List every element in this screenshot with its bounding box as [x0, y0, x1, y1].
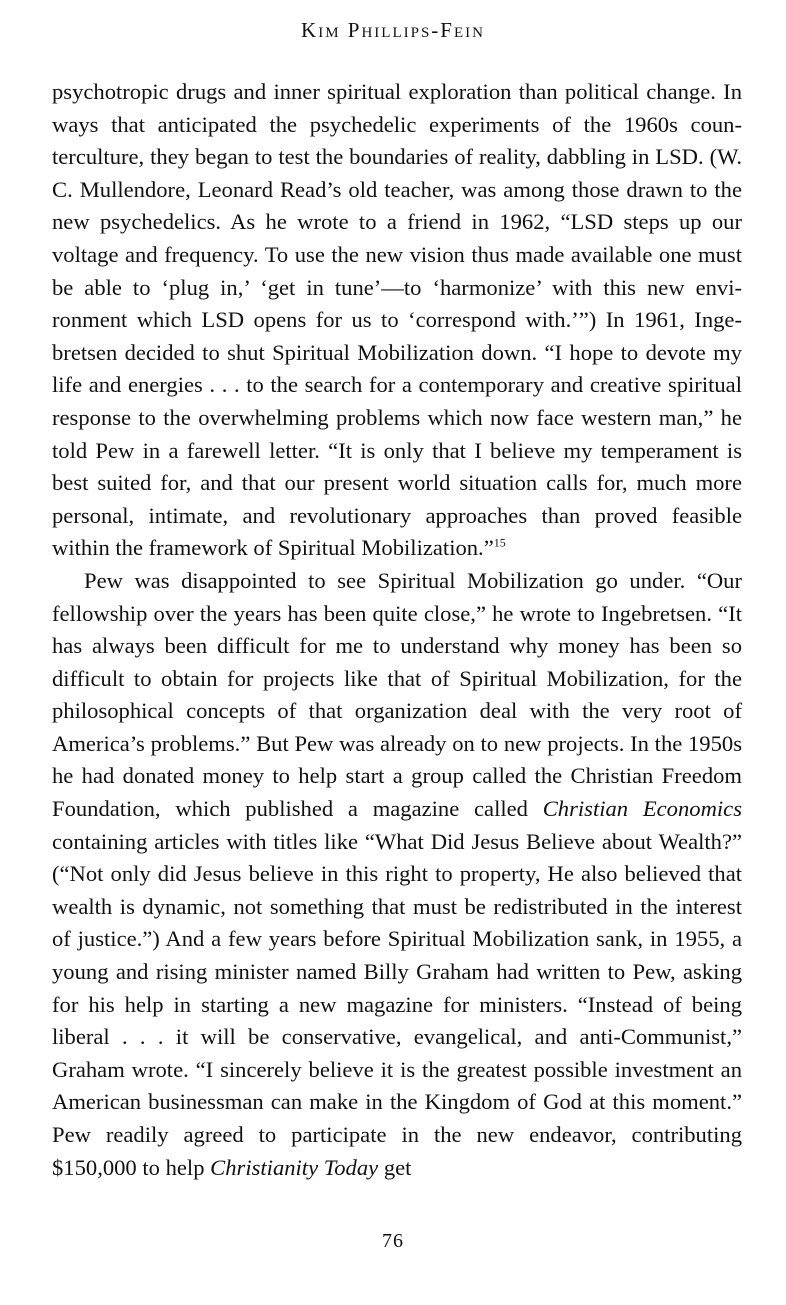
paragraph-2-text-b: containing articles with titles like “What Did Jesus Believe about Wealth?” (“Not only did Jesus believe in this right to property, He also believed that wealth is dynamic, not something that must be redistributed in the interest of justice.”) And a few years before Spiritual Mobilization sank, in 1955, a young and rising minister named Billy Graham had written to Pew, asking for his help in starting a new magazine for ministers. “Instead of being liberal . . . it will be conservative, evangelical, and anti-Communist,” Graham wrote. “I sincerely believe it is the greatest possible investment an American businessman can make in the Kingdom of God at this moment.” Pew readily agreed to participate in the new endeavor, contributing $150,000 to help	[52, 828, 742, 1180]
magazine-title-christian-economics: Christian Economics	[542, 796, 742, 822]
paragraph-1-text: psychotropic drugs and inner spiritual exploration than political change. In ways that anticipated the psychedelic experiments of the 1960s counterculture, they began to test the boundaries of reality, dabbling in LSD. (W. C. Mullendore, Leonard Read’s old teacher, was among those drawn to the new psychedelics. As he wrote to a friend in 1962, “LSD steps up our voltage and frequency. To use the new vision thus made available one must be able to ‘plug in,’ ‘get in tune’—to ‘harmonize’ with this new environment which LSD opens for us to ‘correspond with.’”) In 1961, Ingebretsen decided to shut Spiritual Mobilization down. “I hope to devote my life and energies . . . to the search for a contemporary and creative spiritual response to the overwhelming problems which now face western man,” he told Pew in a farewell letter. “It is only that I believe my temperament is best suited for, and that our present world situation calls for, much more personal, intimate, and revolutionary approaches than proved feasible within the framework of Spiritual Mobilization.”	[52, 79, 742, 561]
magazine-title-christianity-today: Christianity Today	[210, 1154, 379, 1180]
footnote-marker-15: 15	[493, 535, 506, 550]
paragraph-2-text-a: Pew was disappointed to see Spiritual Mobilization go under. “Our fellowship over the years has been quite close,” he wrote to Ingebretsen. “It has always been difficult for me to understand why money has been so difficult to obtain for projects like that of Spiritual Mobilization, for the philosophical concepts of that organization deal with the very root of America’s problems.” But Pew was already on to new projects. In the 1950s he had donated money to help start a group called the Christian Freedom Foundation, which published a magazine called	[52, 567, 742, 822]
paragraph-2-text-c: get	[378, 1154, 412, 1180]
running-head: Kim Phillips-Fein	[301, 18, 485, 42]
paragraph-2	[52, 565, 742, 1184]
page-number: 76	[382, 1230, 404, 1252]
paragraph-1	[52, 76, 742, 565]
body-text	[52, 76, 742, 1184]
